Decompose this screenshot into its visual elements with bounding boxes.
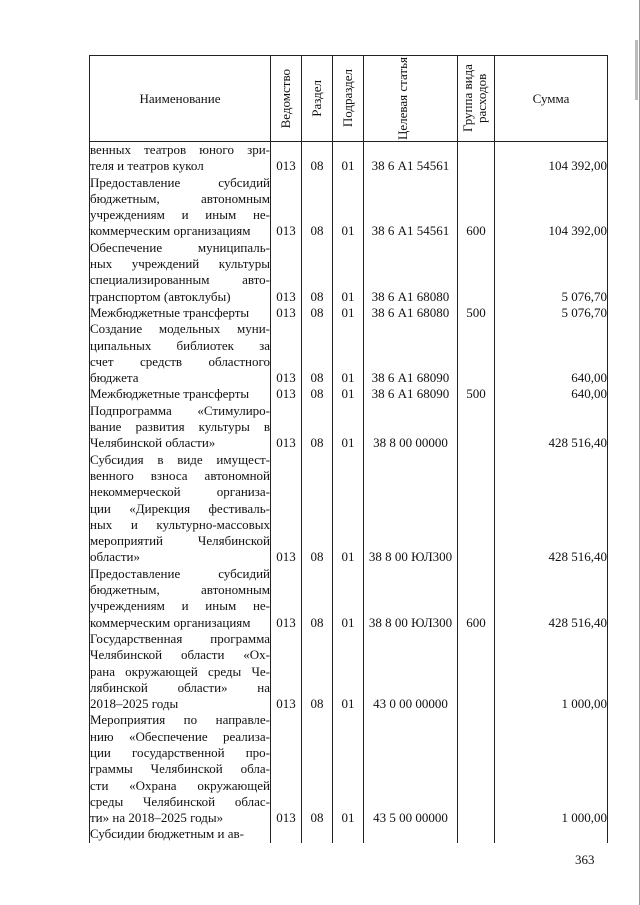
name-line: теля и театров кукол bbox=[90, 158, 204, 174]
row-summa: 428 516,40 bbox=[495, 566, 608, 631]
table-row bbox=[90, 175, 608, 240]
row-name bbox=[90, 631, 271, 712]
row-podrazdel: 01 bbox=[333, 452, 364, 566]
name-line: лябинской области» на bbox=[90, 679, 270, 695]
table-row bbox=[90, 452, 608, 566]
row-podrazdel bbox=[333, 826, 364, 842]
row-celevaya: 38 6 А1 68080 bbox=[364, 240, 458, 305]
row-summa: 428 516,40 bbox=[495, 403, 608, 452]
row-celevaya: 38 8 00 ЮЛ300 bbox=[364, 566, 458, 631]
row-name bbox=[90, 175, 271, 240]
name-line: коммерческим организациям bbox=[90, 223, 251, 239]
row-razdel: 08 bbox=[302, 240, 333, 305]
header-summa: Сумма bbox=[495, 56, 608, 142]
name-line: рана окружающей среды Че- bbox=[90, 663, 270, 679]
row-summa bbox=[495, 826, 608, 842]
row-vedomstvo: 013 bbox=[271, 452, 302, 566]
name-line: нию «Обеспечение реализа- bbox=[90, 728, 270, 744]
name-line: Челябинской области» bbox=[90, 435, 216, 451]
header-gruppa: Группа вида расходов bbox=[458, 56, 495, 142]
name-line: Создание модельных муни- bbox=[90, 321, 270, 337]
table-row bbox=[90, 403, 608, 452]
name-line: вание развития культуры в bbox=[90, 419, 270, 435]
row-podrazdel: 01 bbox=[333, 240, 364, 305]
row-summa: 428 516,40 bbox=[495, 452, 608, 566]
name-line: сти «Охрана окружающей bbox=[90, 777, 270, 793]
row-celevaya: 38 6 А1 54561 bbox=[364, 142, 458, 175]
table-row bbox=[90, 712, 608, 826]
name-line: бюджета bbox=[90, 370, 139, 386]
name-line: Субсидия в виде имущест- bbox=[90, 451, 270, 467]
row-gruppa bbox=[458, 321, 495, 386]
row-vedomstvo: 013 bbox=[271, 386, 302, 402]
row-razdel: 08 bbox=[302, 175, 333, 240]
row-summa: 104 392,00 bbox=[495, 175, 608, 240]
table-row bbox=[90, 386, 608, 402]
header-celevaya: Целевая статья bbox=[364, 56, 458, 142]
row-razdel: 08 bbox=[302, 321, 333, 386]
row-name bbox=[90, 566, 271, 631]
row-name bbox=[90, 452, 271, 566]
row-gruppa bbox=[458, 631, 495, 712]
table-row bbox=[90, 321, 608, 386]
row-summa: 1 000,00 bbox=[495, 631, 608, 712]
row-vedomstvo: 013 bbox=[271, 175, 302, 240]
name-line: Предоставление субсидий bbox=[90, 174, 270, 190]
row-razdel: 08 bbox=[302, 712, 333, 826]
name-line: ципальных библиотек за bbox=[90, 337, 270, 353]
header-vedomstvo: Ведомство bbox=[271, 56, 302, 142]
row-gruppa bbox=[458, 240, 495, 305]
row-podrazdel: 01 bbox=[333, 386, 364, 402]
name-line: венных театров юного зри- bbox=[90, 142, 270, 157]
name-line: учреждениям и иным не- bbox=[90, 598, 270, 614]
row-gruppa bbox=[458, 452, 495, 566]
row-gruppa: 500 bbox=[458, 305, 495, 321]
row-razdel: 08 bbox=[302, 403, 333, 452]
name-line: счет средств областного bbox=[90, 353, 270, 369]
name-line: транспортом (автоклубы) bbox=[90, 288, 231, 304]
row-name bbox=[90, 826, 271, 842]
row-celevaya: 43 5 00 00000 bbox=[364, 712, 458, 826]
row-celevaya: 38 6 А1 54561 bbox=[364, 175, 458, 240]
budget-table bbox=[89, 55, 608, 843]
name-line: ных учреждений культуры bbox=[90, 256, 270, 272]
row-celevaya: 38 6 А1 68090 bbox=[364, 321, 458, 386]
row-summa: 640,00 bbox=[495, 321, 608, 386]
row-vedomstvo: 013 bbox=[271, 142, 302, 175]
row-vedomstvo: 013 bbox=[271, 240, 302, 305]
row-podrazdel: 01 bbox=[333, 321, 364, 386]
row-vedomstvo: 013 bbox=[271, 712, 302, 826]
row-podrazdel: 01 bbox=[333, 712, 364, 826]
row-summa: 640,00 bbox=[495, 386, 608, 402]
row-summa: 5 076,70 bbox=[495, 240, 608, 305]
row-vedomstvo: 013 bbox=[271, 631, 302, 712]
name-line: мероприятий Челябинской bbox=[90, 533, 270, 549]
row-name bbox=[90, 240, 271, 305]
row-celevaya: 43 0 00 00000 bbox=[364, 631, 458, 712]
row-summa: 1 000,00 bbox=[495, 712, 608, 826]
row-gruppa: 500 bbox=[458, 386, 495, 402]
row-celevaya: 38 8 00 00000 bbox=[364, 403, 458, 452]
name-line: Обеспечение муниципаль- bbox=[90, 239, 270, 255]
row-razdel: 08 bbox=[302, 386, 333, 402]
name-line: бюджетным, автономным bbox=[90, 582, 270, 598]
table-row bbox=[90, 826, 608, 842]
row-razdel: 08 bbox=[302, 142, 333, 175]
row-vedomstvo bbox=[271, 826, 302, 842]
row-name bbox=[90, 403, 271, 452]
name-line: Предоставление субсидий bbox=[90, 565, 270, 581]
row-gruppa: 600 bbox=[458, 175, 495, 240]
table-row bbox=[90, 240, 608, 305]
row-celevaya: 38 6 А1 68090 bbox=[364, 386, 458, 402]
header-name: Наименование bbox=[90, 56, 271, 142]
row-name bbox=[90, 321, 271, 386]
name-line: ции государственной про- bbox=[90, 744, 270, 760]
name-line: ции «Дирекция фестиваль- bbox=[90, 500, 270, 516]
table-header bbox=[90, 56, 608, 142]
name-line: среды Челябинской облас- bbox=[90, 793, 270, 809]
row-razdel: 08 bbox=[302, 566, 333, 631]
row-vedomstvo: 013 bbox=[271, 566, 302, 631]
name-line: Мероприятия по направле- bbox=[90, 712, 270, 728]
row-summa: 5 076,70 bbox=[495, 305, 608, 321]
row-gruppa bbox=[458, 826, 495, 842]
row-name bbox=[90, 712, 271, 826]
row-name bbox=[90, 386, 271, 402]
table-row bbox=[90, 631, 608, 712]
row-name bbox=[90, 305, 271, 321]
table-body bbox=[90, 142, 608, 843]
row-vedomstvo: 013 bbox=[271, 403, 302, 452]
row-summa: 104 392,00 bbox=[495, 142, 608, 175]
table-row bbox=[90, 142, 608, 175]
page-edge-mark bbox=[635, 40, 638, 100]
name-line: 2018–2025 годы bbox=[90, 696, 179, 712]
page-number: 363 bbox=[575, 852, 595, 867]
name-line: граммы Челябинской обла- bbox=[90, 761, 270, 777]
table-row bbox=[90, 305, 608, 321]
row-gruppa: 600 bbox=[458, 566, 495, 631]
header-podrazdel: Подраздел bbox=[333, 56, 364, 142]
row-razdel: 08 bbox=[302, 631, 333, 712]
row-podrazdel: 01 bbox=[333, 566, 364, 631]
name-line: Межбюджетные трансферты bbox=[90, 304, 250, 320]
row-podrazdel: 01 bbox=[333, 175, 364, 240]
name-line: ных и культурно-массовых bbox=[90, 516, 270, 532]
row-razdel: 08 bbox=[302, 305, 333, 321]
name-line: венного взноса автономной bbox=[90, 467, 270, 483]
name-line: области» bbox=[90, 549, 140, 565]
name-line: бюджетным, автономным bbox=[90, 190, 270, 206]
row-celevaya bbox=[364, 826, 458, 842]
row-podrazdel: 01 bbox=[333, 631, 364, 712]
name-line: учреждениям и иным не- bbox=[90, 207, 270, 223]
row-razdel bbox=[302, 826, 333, 842]
row-vedomstvo: 013 bbox=[271, 321, 302, 386]
name-line: Государственная программа bbox=[90, 630, 270, 646]
row-podrazdel: 01 bbox=[333, 305, 364, 321]
name-line: Субсидии бюджетным и ав- bbox=[90, 826, 244, 842]
row-gruppa bbox=[458, 712, 495, 826]
name-line: коммерческим организациям bbox=[90, 614, 251, 630]
name-line: Межбюджетные трансферты bbox=[90, 386, 250, 402]
row-gruppa bbox=[458, 403, 495, 452]
row-podrazdel: 01 bbox=[333, 142, 364, 175]
name-line: Подпрограмма «Стимулиро- bbox=[90, 402, 270, 418]
name-line: Челябинской области «Ох- bbox=[90, 647, 270, 663]
row-gruppa bbox=[458, 142, 495, 175]
name-line: некоммерческой организа- bbox=[90, 484, 270, 500]
row-vedomstvo: 013 bbox=[271, 305, 302, 321]
name-line: ти» на 2018–2025 годы» bbox=[90, 810, 224, 826]
name-line: специализированным авто- bbox=[90, 272, 270, 288]
row-name bbox=[90, 142, 271, 175]
table-row bbox=[90, 566, 608, 631]
row-celevaya: 38 8 00 ЮЛ300 bbox=[364, 452, 458, 566]
row-celevaya: 38 6 А1 68080 bbox=[364, 305, 458, 321]
row-razdel: 08 bbox=[302, 452, 333, 566]
row-podrazdel: 01 bbox=[333, 403, 364, 452]
header-razdel: Раздел bbox=[302, 56, 333, 142]
